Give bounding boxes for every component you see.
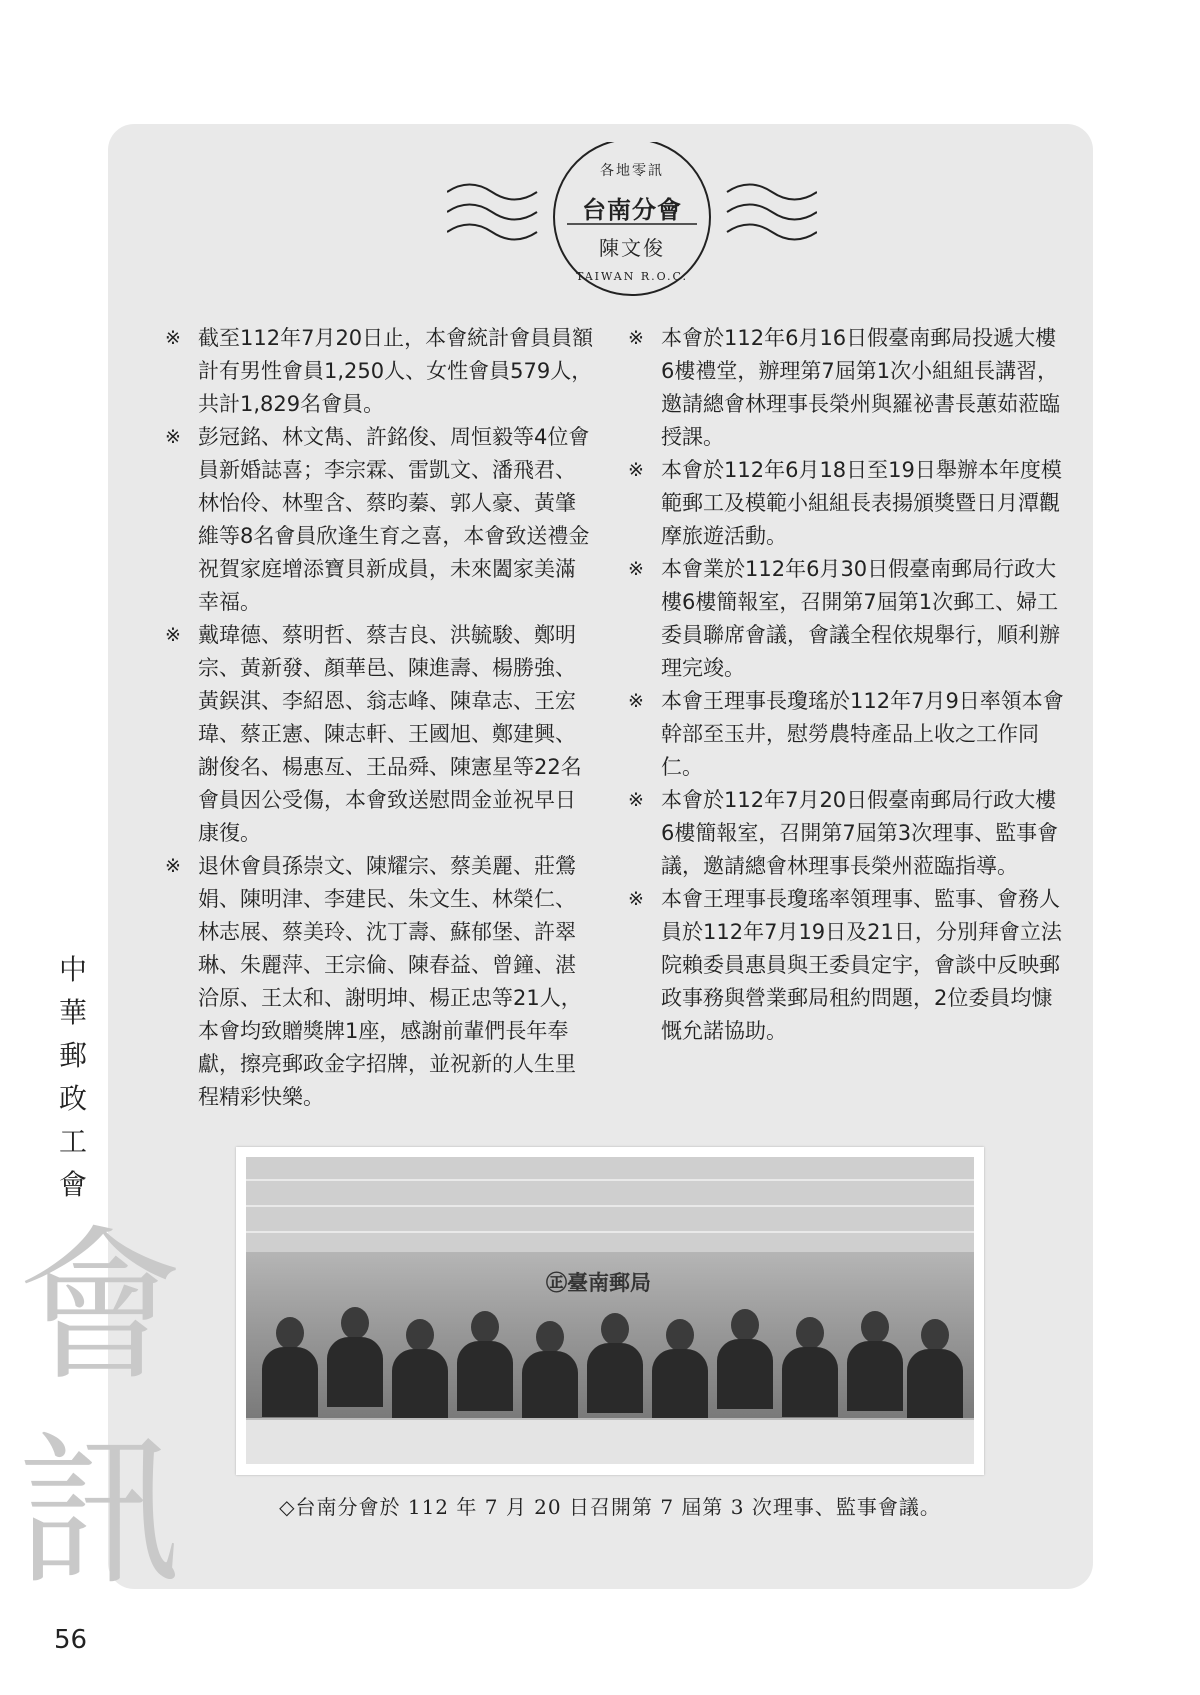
side-title-char: 中 <box>58 953 87 986</box>
news-item <box>628 322 1068 454</box>
photo-ceiling-line <box>246 1205 974 1207</box>
news-text: 彭冠銘、林文雋、許銘俊、周恒毅等4位會員新婚誌喜；李宗霖、雷凱文、潘飛君、林怡伶、林聖含、蔡昀蓁、郭人豪、黃肇維等8名會員欣逢生育之喜，本會致送禮金祝賀家庭增添寶貝新成員，未來闔家美滿幸福。 <box>198 425 590 614</box>
left-news-column <box>165 322 595 1114</box>
reference-mark-icon: ※ <box>628 690 644 712</box>
side-union-title <box>56 948 90 1206</box>
reference-mark-icon: ※ <box>628 558 644 580</box>
news-item <box>165 619 595 850</box>
news-text: 本會王理事長瓊瑤率領理事、監事、會務人員於112年7月19日及21日，分別拜會立法院賴委員惠員與王委員定宇，會談中反映郵政事務與營業郵局租約問題，2位委員均慷慨允諾協助。 <box>661 887 1062 1043</box>
stamp-author: 陳文俊 <box>599 236 665 260</box>
news-text: 本會王理事長瓊瑤於112年7月9日率領本會幹部至玉井，慰勞農特產品上收之工作同仁。 <box>661 689 1064 779</box>
watermark-calligraphy <box>0 1205 200 1615</box>
stamp-branch-name: 台南分會 <box>582 195 682 224</box>
group-photo-frame <box>236 1147 984 1475</box>
watermark-char: 訊 <box>17 1416 183 1608</box>
photo-ceiling-line <box>246 1179 974 1181</box>
reference-mark-icon: ※ <box>628 888 644 910</box>
news-text: 本會於112年6月18日至19日舉辦本年度模範郵工及模範小組組長表揚頒獎暨日月潭觀摩旅遊活動。 <box>661 458 1062 548</box>
reference-mark-icon: ※ <box>628 327 644 349</box>
news-item <box>628 553 1068 685</box>
news-item <box>628 454 1068 553</box>
reference-mark-icon: ※ <box>628 789 644 811</box>
stamp-country: TAIWAN R.O.C. <box>575 270 689 283</box>
reference-mark-icon: ※ <box>165 855 181 877</box>
side-title-char: 郵 <box>58 1039 87 1072</box>
news-item <box>628 784 1068 883</box>
news-text: 本會於112年6月16日假臺南郵局投遞大樓6樓禮堂，辦理第7屆第1次小組組長講習，邀請總會林理事長榮州與羅祕書長蕙茹蒞臨授課。 <box>661 326 1060 449</box>
news-item <box>628 883 1068 1048</box>
news-item <box>628 685 1068 784</box>
news-item <box>165 850 595 1114</box>
news-text: 截至112年7月20日止，本會統計會員員額計有男性會員1,250人、女性會員579人，共計1,829名會員。 <box>198 326 594 416</box>
side-title-char: 華 <box>58 996 87 1029</box>
side-title-char: 政 <box>58 1082 87 1115</box>
side-title-char: 會 <box>58 1168 87 1201</box>
news-text: 戴瑋德、蔡明哲、蔡吉良、洪毓駿、鄭明宗、黃新發、顏華邑、陳進壽、楊勝強、黃鋘淇、李紹恩、翁志峰、陳韋志、王宏瑋、蔡正憲、陳志軒、王國旭、鄭建興、謝俊名、楊惠亙、王品舜、陳憲星等22名會員因公受傷，本會致送慰問金並祝早日康復。 <box>198 623 582 845</box>
reference-mark-icon: ※ <box>165 426 181 448</box>
reference-mark-icon: ※ <box>628 459 644 481</box>
photo-ceiling-line <box>246 1231 974 1233</box>
photo-crowd <box>246 1307 974 1422</box>
side-title-char: 工 <box>58 1125 87 1158</box>
reference-mark-icon: ※ <box>165 624 181 646</box>
photo-caption: ◇台南分會於 112 年 7 月 20 日召開第 7 屆第 3 次理事、監事會議。 <box>279 1495 941 1519</box>
photo-wall-sign: ㊣臺南郵局 <box>546 1271 651 1295</box>
watermark-char: 會 <box>17 1211 183 1403</box>
news-item <box>165 322 595 421</box>
right-news-column <box>628 322 1068 1048</box>
group-photo <box>246 1157 974 1464</box>
news-text: 本會於112年7月20日假臺南郵局行政大樓6樓簡報室，召開第7屆第3次理事、監事會議，邀請總會林理事長榮州蒞臨指導。 <box>661 788 1059 878</box>
photo-conference-table <box>246 1418 974 1464</box>
stamp-category: 各地零訊 <box>600 163 664 179</box>
reference-mark-icon: ※ <box>165 327 181 349</box>
news-text: 退休會員孫崇文、陳耀宗、蔡美麗、莊鶯娟、陳明津、李建民、朱文生、林榮仁、林志展、蔡美玲、沈丁壽、蘇郁堡、許翠琳、朱麗萍、王宗倫、陳春益、曾鐘、湛洽原、王太和、謝明坤、楊正忠等21人，本會均致贈獎牌1座，感謝前輩們長年奉獻，擦亮郵政金字招牌，並祝新的人生里程精彩快樂。 <box>198 854 582 1109</box>
news-text: 本會業於112年6月30日假臺南郵局行政大樓6樓簡報室，召開第7屆第1次郵工、婦工委員聯席會議，會議全程依規舉行，順利辦理完竣。 <box>661 557 1060 680</box>
news-item <box>165 421 595 619</box>
page-number: 56 <box>54 1625 88 1655</box>
postmark-stamp <box>447 142 817 312</box>
